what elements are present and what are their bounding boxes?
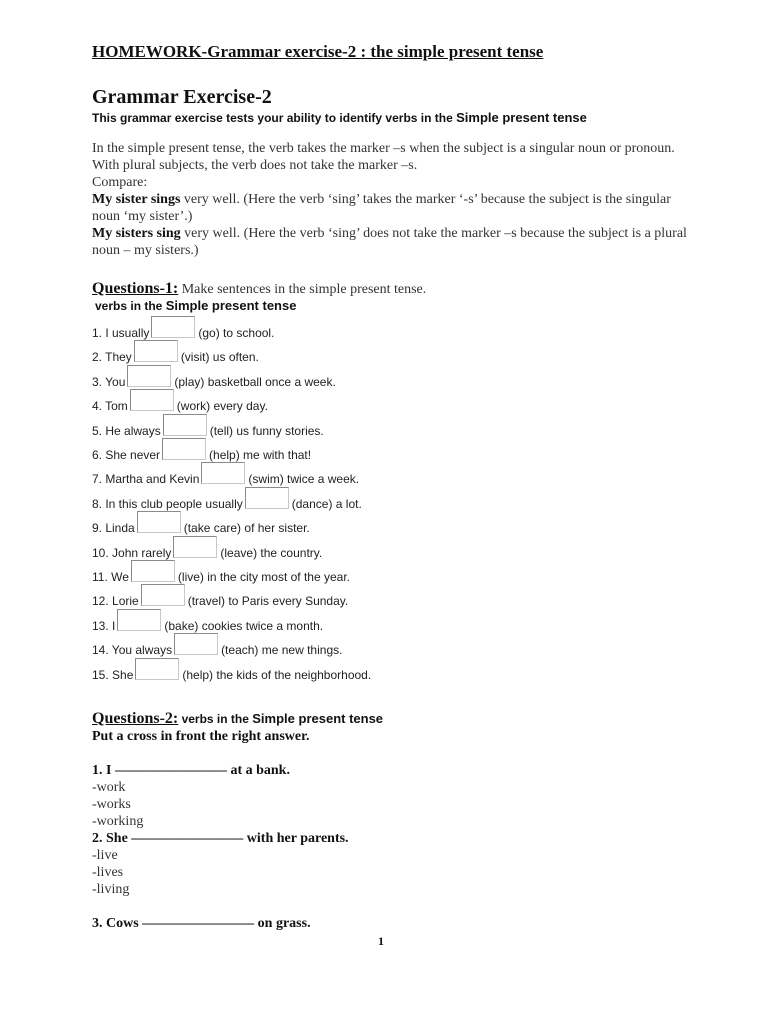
q1-item-prefix: 4. Tom [92, 399, 128, 414]
page-number: 1 [378, 934, 384, 948]
q1-item-suffix: (play) basketball once a week. [174, 374, 336, 389]
q2-heading-line [92, 710, 383, 728]
q1-subtitle [95, 298, 296, 313]
q1-item-6 [92, 438, 311, 462]
q1-item-prefix: 2. They [92, 350, 132, 365]
q1-item-prefix: 14. You always [92, 643, 173, 658]
spacer [92, 898, 652, 915]
q1-item-7 [92, 462, 359, 486]
answer-blank-10[interactable] [173, 536, 217, 558]
answer-blank-1[interactable] [151, 316, 195, 338]
q1-item-4 [92, 389, 268, 413]
intro-example-1 [92, 191, 692, 225]
answer-blank-8[interactable] [245, 487, 289, 509]
answer-blank-14[interactable] [174, 633, 218, 655]
q1-subtitle-text: verbs in the [95, 299, 166, 313]
q1-item-prefix: 15. She [92, 667, 134, 682]
q2-heading: Questions-2: [92, 710, 179, 727]
q1-item-suffix: (visit) us often. [180, 350, 259, 365]
q1-item-suffix: (live) in the city most of the year. [177, 570, 350, 584]
answer-blank-12[interactable] [141, 584, 185, 606]
q1-item-9 [92, 511, 310, 535]
q1-item-prefix: 6. She never [92, 448, 161, 462]
answer-blank-2[interactable] [134, 340, 178, 362]
q1-item-prefix: 5. He always [92, 423, 161, 438]
intro-line: In the simple present tense, the verb takes the marker –s when the subject is a singular noun or pronoun. With plural subjects, the verb does not take the marker –s. [92, 141, 675, 173]
example-2-bold: My sisters sing [92, 226, 181, 241]
q1-item-suffix: (tell) us funny stories. [209, 423, 324, 438]
answer-blank-3[interactable] [127, 365, 171, 387]
q1-item-1 [92, 316, 274, 340]
q1-item-prefix: 10. John rarely [92, 545, 172, 560]
q1-item-14 [92, 633, 342, 657]
q1-item-5 [92, 414, 324, 438]
exercise-subtitle [92, 110, 587, 125]
answer-blank-11[interactable] [131, 560, 175, 582]
answer-blank-6[interactable] [162, 438, 206, 460]
intro-example-2 [92, 225, 692, 259]
q2-question-list [92, 762, 652, 932]
q1-item-suffix: (help) the kids of the neighborhood. [182, 667, 372, 682]
exercise-heading: Grammar Exercise-2 [92, 86, 272, 108]
q1-item-3 [92, 365, 336, 389]
q2-subtitle-bold: Simple present tense [252, 711, 384, 726]
answer-blank-13[interactable] [117, 609, 161, 631]
q1-item-prefix: 9. Linda [92, 521, 135, 536]
q1-item-12 [92, 584, 348, 608]
q1-item-2 [92, 340, 259, 364]
q2-option[interactable]: -lives [92, 865, 124, 880]
q2-option[interactable]: -working [92, 814, 144, 829]
answer-blank-5[interactable] [163, 414, 207, 436]
q2-option[interactable]: -living [92, 882, 130, 897]
intro-paragraph [92, 140, 692, 259]
answer-blank-4[interactable] [130, 389, 174, 411]
answer-blank-15[interactable] [135, 658, 179, 680]
example-1-rest: very well. (Here the verb ‘sing’ takes the marker ‘-s’ because the subject is the singular noun ‘my sister’.) [92, 192, 671, 224]
q2-question-3: 3. Cows ———————— on grass. [92, 916, 311, 931]
q1-subtitle-bold: Simple present tense [165, 298, 297, 313]
q1-item-15 [92, 658, 371, 682]
q1-item-prefix: 7. Martha and Kevin [92, 472, 200, 487]
example-1-bold: My sister sings [92, 192, 181, 207]
q2-option[interactable]: -work [92, 780, 126, 795]
answer-blank-9[interactable] [137, 511, 181, 533]
exercise-subtitle-bold: Simple present tense [456, 110, 587, 125]
document-title: HOMEWORK-Grammar exercise-2 : the simple present tense [92, 42, 544, 61]
q1-item-prefix: 1. I usually [92, 326, 150, 340]
q1-item-suffix: (leave) the country. [220, 545, 323, 560]
q1-item-suffix: (help) me with that! [209, 448, 312, 462]
q1-item-suffix: (go) to school. [198, 326, 275, 340]
q2-subtitle [178, 712, 383, 726]
q1-item-prefix: 3. You [92, 374, 126, 389]
q2-subtitle-text: verbs in the [178, 712, 253, 726]
q1-item-prefix: 12. Lorie [92, 594, 139, 609]
q2-option[interactable]: -live [92, 848, 118, 863]
q1-item-prefix: 11. We [92, 570, 129, 584]
q1-item-suffix: (dance) a lot. [291, 496, 362, 511]
q1-item-suffix: (swim) twice a week. [248, 472, 360, 487]
q1-item-8 [92, 487, 362, 511]
q1-item-suffix: (take care) of her sister. [183, 521, 310, 536]
q1-item-prefix: 13. I [92, 618, 116, 633]
intro-compare: Compare: [92, 175, 148, 190]
q1-item-prefix: 8. In this club people usually [92, 496, 243, 511]
exercise-subtitle-text: This grammar exercise tests your ability to identify verbs in the [92, 111, 457, 125]
q1-heading-line [92, 280, 426, 298]
example-2-rest: very well. (Here the verb ‘sing’ does not take the marker –s because the subject is a plural noun – my sisters.) [92, 226, 687, 258]
q1-item-suffix: (bake) cookies twice a month. [164, 618, 324, 633]
q2-question-1: 1. I ———————— at a bank. [92, 763, 290, 778]
q1-item-suffix: (teach) me new things. [221, 643, 343, 658]
q1-item-suffix: (work) every day. [176, 399, 268, 414]
q1-item-10 [92, 536, 322, 560]
q2-instruction: Put a cross in front the right answer. [92, 729, 310, 744]
q2-question-2: 2. She ———————— with her parents. [92, 831, 349, 846]
q1-item-13 [92, 609, 323, 633]
answer-blank-7[interactable] [201, 462, 245, 484]
q1-item-suffix: (travel) to Paris every Sunday. [187, 594, 349, 609]
q1-heading: Questions-1: [92, 280, 179, 297]
q2-option[interactable]: -works [92, 797, 131, 812]
q1-item-11 [92, 560, 350, 584]
q1-instruction: Make sentences in the simple present tense. [178, 282, 427, 297]
